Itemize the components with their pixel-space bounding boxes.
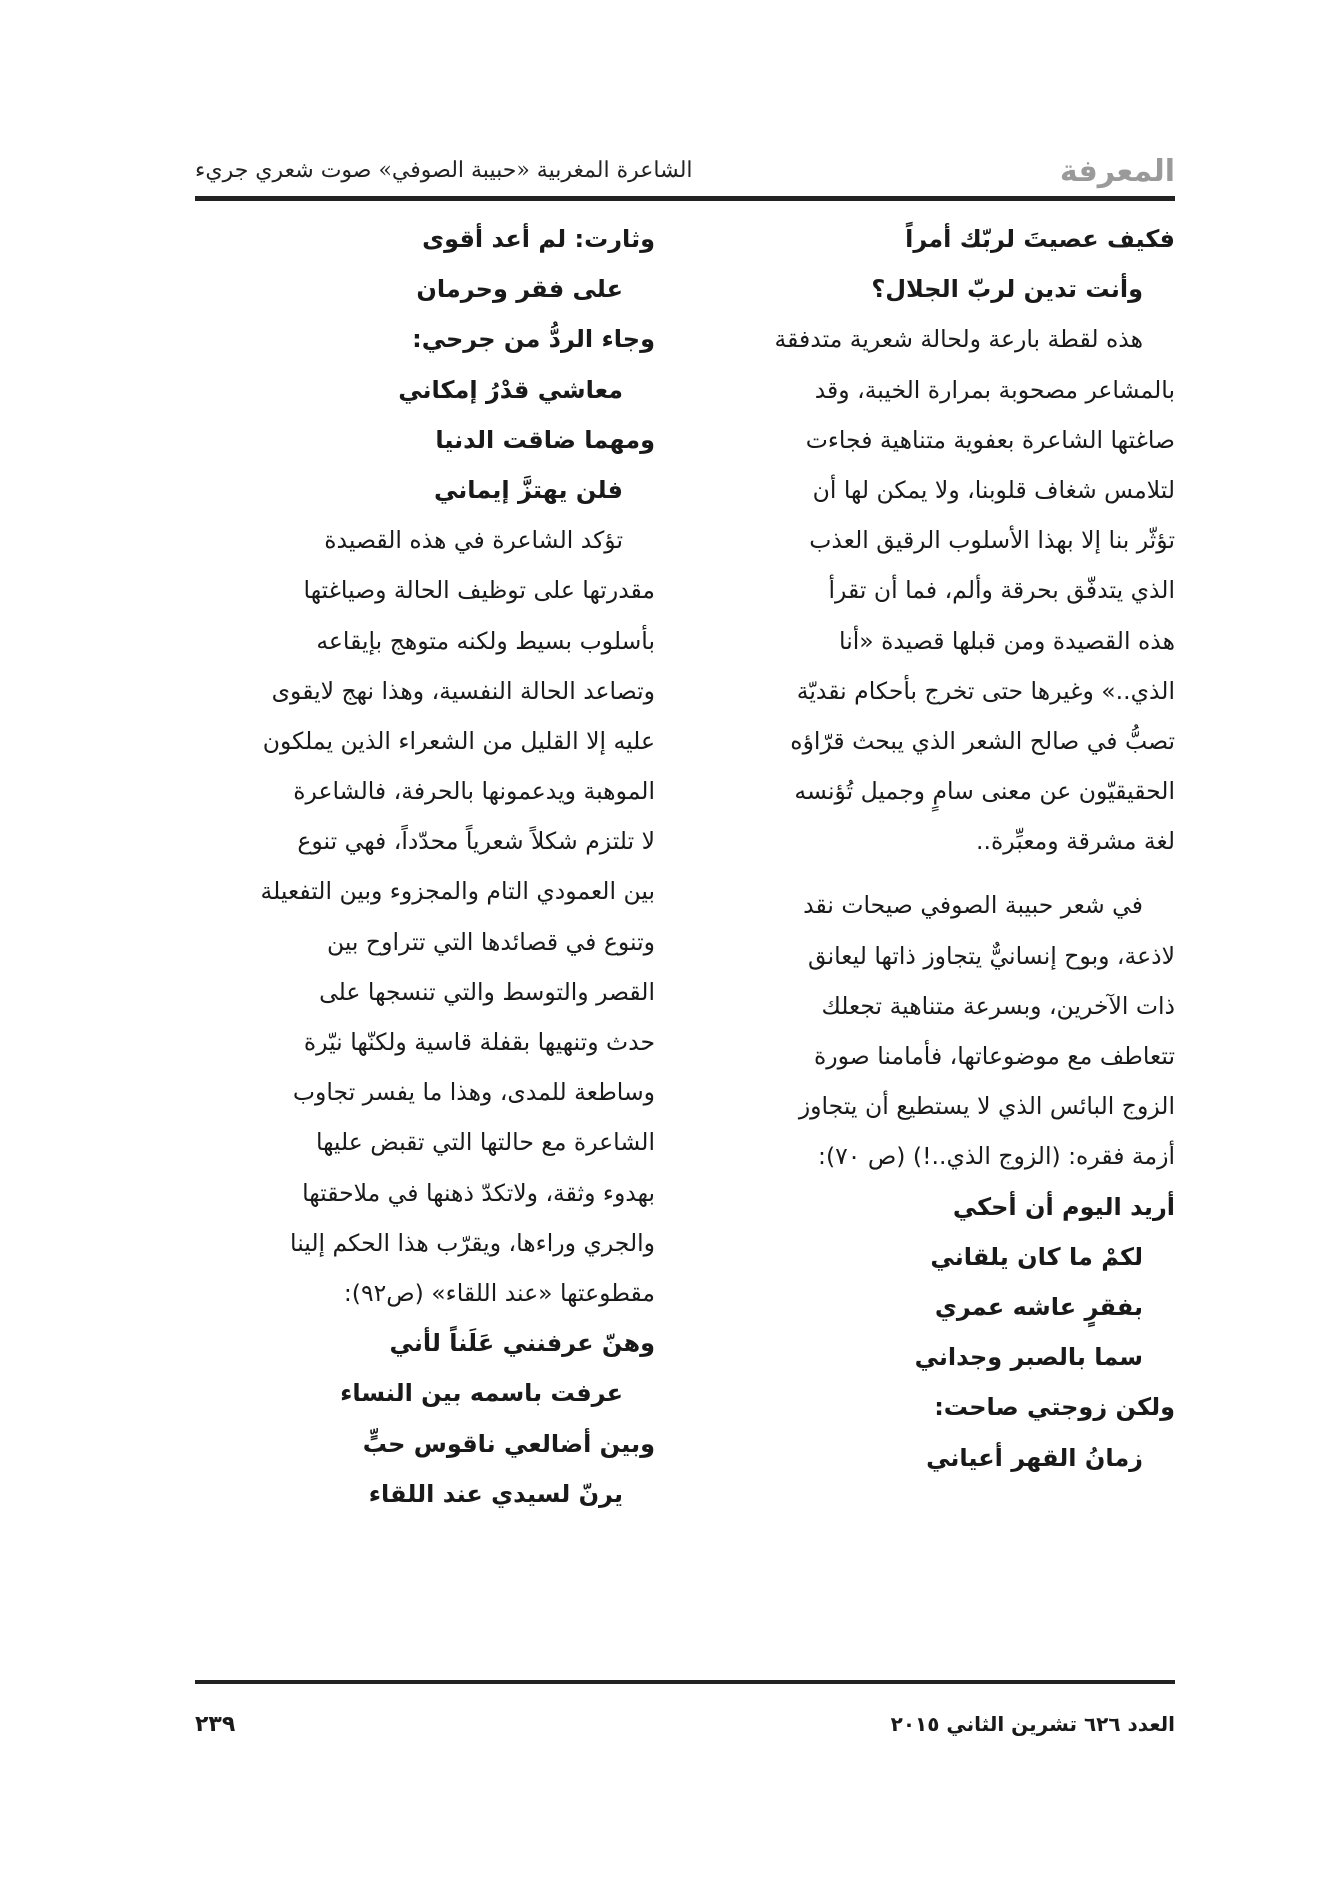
verse-line: بفقرٍ عاشه عمري — [934, 1292, 1143, 1321]
text-line: عليه إلا القليل من الشعراء الذين يملكون — [262, 726, 655, 755]
paragraph — [195, 515, 655, 1318]
page-footer — [195, 1712, 1175, 1752]
text-line: أزمة فقره: (الزوج الذي..!) (ص ٧٠): — [818, 1142, 1175, 1171]
verse-line: وجاء الردُّ من جرحي: — [412, 325, 655, 354]
running-title: الشاعرة المغربية «حبيبة الصوفي» صوت شعري جريء — [195, 158, 693, 183]
verse-line: لكمْ ما كان يلقاني — [930, 1242, 1143, 1271]
verse-line: على فقر وحرمان — [416, 275, 623, 304]
right-column — [715, 214, 1175, 1483]
text-line: والجري وراءها، ويقرّب هذا الحكم إلينا — [290, 1228, 655, 1257]
page-number: ٢٣٩ — [195, 1712, 236, 1737]
verse-line: وأنت تدين لربّ الجلال؟ — [871, 275, 1143, 304]
text-line: بأسلوب بسيط ولكنه متوهج بإيقاعه — [316, 626, 655, 655]
text-line: ذات الآخرين، وبسرعة متناهية تجعلك — [821, 991, 1175, 1020]
text-line: الشاعرة مع حالتها التي تقبض عليها — [315, 1128, 655, 1157]
verse-line: زمانُ القهر أعياني — [926, 1443, 1143, 1472]
text-line: تؤثّر بنا إلا بهذا الأسلوب الرقيق العذب — [809, 526, 1175, 555]
page-header — [195, 150, 1175, 196]
text-line: وساطعة للمدى، وهذا ما يفسر تجاوب — [292, 1078, 655, 1107]
text-line: لغة مشرقة ومعبِّرة.. — [976, 827, 1175, 856]
verse-line: وهنّ عرفنني عَلَناً لأني — [389, 1329, 655, 1358]
text-line: مقطوعتها «عند اللقاء» (ص٩٢): — [343, 1278, 655, 1307]
text-line: بين العمودي التام والمجزوء وبين التفعيلة — [260, 877, 655, 906]
issue-info: العدد ٦٢٦ تشرين الثاني ٢٠١٥ — [890, 1712, 1175, 1736]
verse-line: أريد اليوم أن أحكي — [952, 1192, 1175, 1221]
text-line: لا تلتزم شكلاً شعرياً محدّداً، فهي تنوع — [297, 827, 655, 856]
verse-line: معاشي قدْرُ إمكاني — [398, 375, 623, 404]
verse-line: عرفت باسمه بين النساء — [340, 1379, 623, 1408]
text-line: الذي..» وغيرها حتى تخرج بأحكام نقديّة — [796, 676, 1175, 705]
header-rule — [195, 196, 1175, 201]
text-line: بالمشاعر مصحوبة بمرارة الخيبة، وقد — [814, 375, 1175, 404]
text-line: لاذعة، وبوح إنسانيٌّ يتجاوز ذاتها ليعانق — [807, 941, 1175, 970]
verse-line: وثارت: لم أعد أقوى — [422, 225, 655, 253]
paragraph — [715, 314, 1175, 866]
verse-line: سما بالصبر وجداني — [914, 1343, 1143, 1372]
text-line: صاغتها الشاعرة بعفوية متناهية فجاءت — [805, 425, 1175, 454]
text-line: حدث وتنهيها بقفلة قاسية ولكنّها نيّرة — [303, 1028, 655, 1056]
paragraph — [715, 880, 1175, 1181]
footer-rule — [195, 1680, 1175, 1684]
magazine-logo: المعرفة — [1059, 154, 1175, 189]
text-line: هذه لقطة بارعة ولحالة شعرية متدفقة — [774, 325, 1143, 354]
text-line: في شعر حبيبة الصوفي صيحات نقد — [803, 891, 1143, 920]
text-line: وتصاعد الحالة النفسية، وهذا نهج لايقوى — [271, 676, 655, 705]
text-line: القصر والتوسط والتي تنسجها على — [319, 977, 655, 1006]
left-column — [195, 214, 655, 1519]
text-line: تصبُّ في صالح الشعر الذي يبحث قرّاؤه — [790, 726, 1175, 755]
text-line: الذي يتدفّق بحرقة وألم، فما أن تقرأ — [828, 576, 1175, 605]
text-line: الموهبة ويدعمونها بالحرفة، فالشاعرة — [293, 777, 655, 806]
text-line: الزوج البائس الذي لا يستطيع أن يتجاوز — [798, 1092, 1175, 1121]
verse-line: فكيف عصيتَ لربّك أمراً — [905, 225, 1175, 253]
text-line: مقدرتها على توظيف الحالة وصياغتها — [303, 576, 655, 605]
verse-line: ومهما ضاقت الدنيا — [435, 425, 655, 454]
text-line: تؤكد الشاعرة في هذه القصيدة — [324, 526, 623, 555]
text-line: الحقيقيّون عن معنى سامٍ وجميل تُؤنسه — [794, 777, 1175, 806]
text-line: وتنوع في قصائدها التي تتراوح بين — [326, 927, 655, 956]
verse-line: ولكن زوجتي صاحت: — [934, 1393, 1175, 1422]
text-line: لتلامس شغاف قلوبنا، ولا يمكن لها أن — [812, 475, 1175, 504]
text-line: تتعاطف مع موضوعاتها، فأمامنا صورة — [814, 1042, 1175, 1070]
text-line: هذه القصيدة ومن قبلها قصيدة «أنا — [839, 626, 1175, 655]
verse-line: فلن يهتزَّ إيماني — [433, 475, 623, 504]
text-line: بهدوء وثقة، ولاتكدّ ذهنها في ملاحقتها — [302, 1178, 655, 1207]
verse-line: يرنّ لسيدي عند اللقاء — [368, 1479, 623, 1508]
verse-line: وبين أضالعي ناقوس حبٍّ — [362, 1429, 655, 1458]
